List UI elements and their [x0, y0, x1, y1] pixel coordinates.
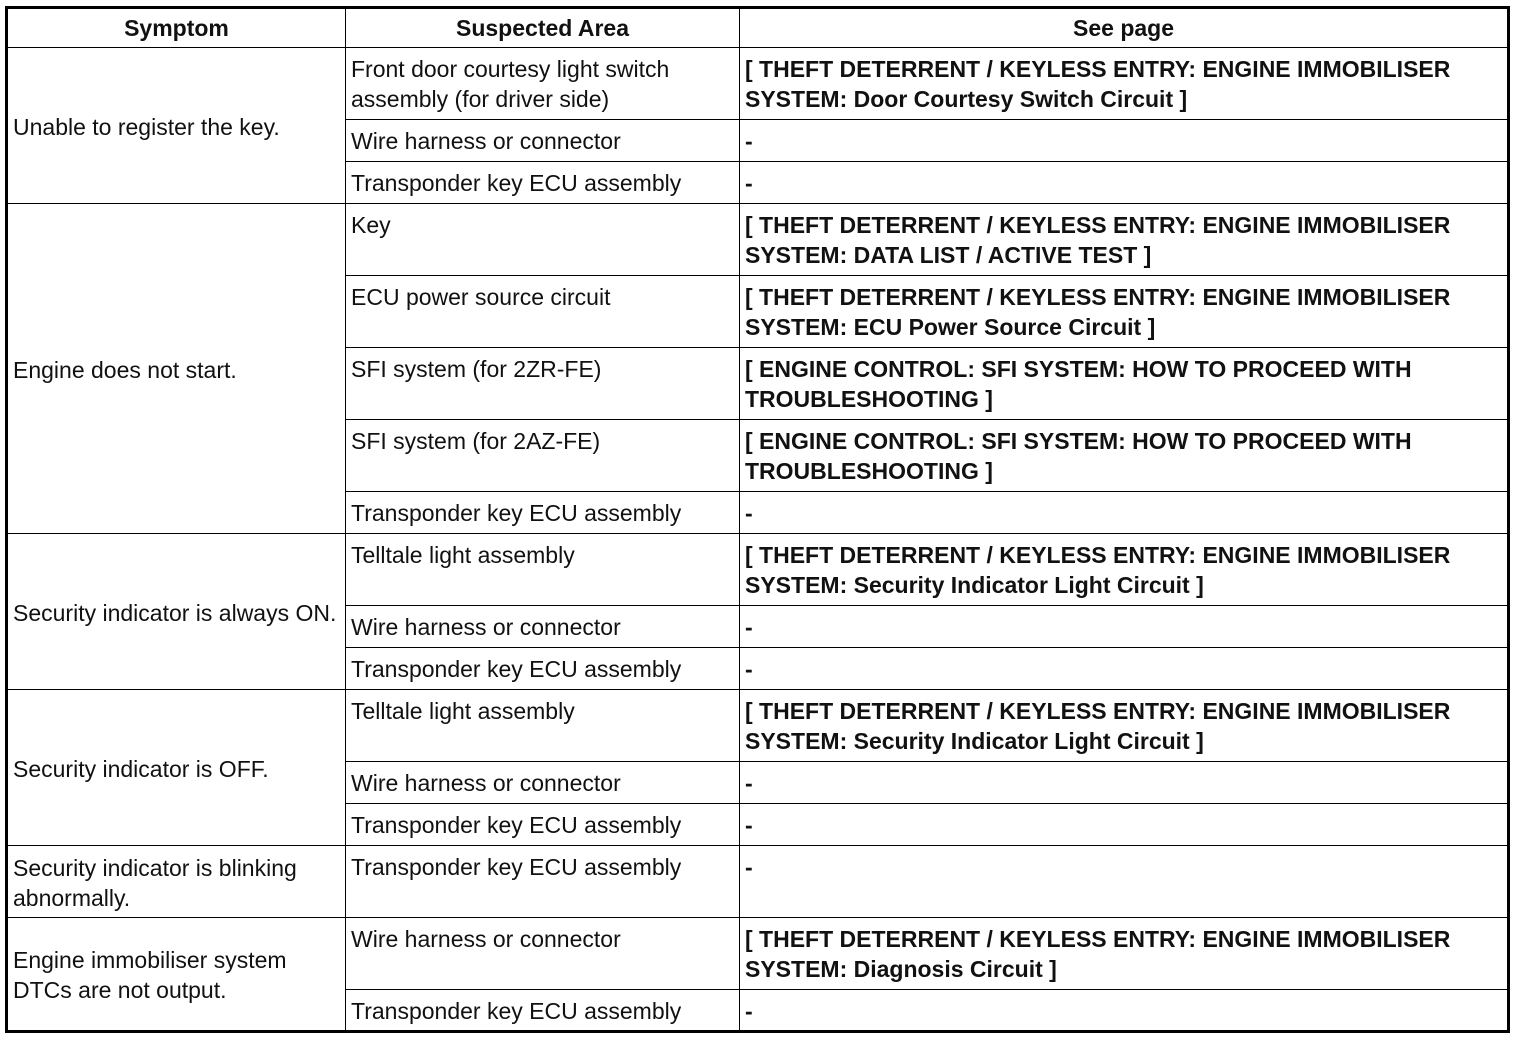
see-page-cell: - — [740, 492, 1509, 534]
see-page-cell: [ THEFT DETERRENT / KEYLESS ENTRY: ENGINE IMMOBILISER SYSTEM: DATA LIST / ACTIVE TEST ] — [740, 204, 1509, 276]
suspected-area-cell: Telltale light assembly — [346, 690, 740, 762]
header-symptom: Symptom — [7, 8, 346, 48]
see-page-cell: - — [740, 846, 1509, 918]
see-page-cell: [ ENGINE CONTROL: SFI SYSTEM: HOW TO PROCEED WITH TROUBLESHOOTING ] — [740, 420, 1509, 492]
suspected-area-cell: Key — [346, 204, 740, 276]
suspected-area-cell: Telltale light assembly — [346, 534, 740, 606]
see-page-cell: [ THEFT DETERRENT / KEYLESS ENTRY: ENGINE IMMOBILISER SYSTEM: Security Indicator Light Circuit ] — [740, 534, 1509, 606]
see-page-cell: - — [740, 804, 1509, 846]
suspected-area-cell: Wire harness or connector — [346, 120, 740, 162]
see-page-cell: [ THEFT DETERRENT / KEYLESS ENTRY: ENGINE IMMOBILISER SYSTEM: Security Indicator Light Circuit ] — [740, 690, 1509, 762]
header-see-page: See page — [740, 8, 1509, 48]
see-page-cell: - — [740, 648, 1509, 690]
see-page-cell: - — [740, 762, 1509, 804]
suspected-area-cell: SFI system (for 2ZR-FE) — [346, 348, 740, 420]
symptom-cell: Unable to register the key. — [7, 48, 346, 204]
suspected-area-cell: Transponder key ECU assembly — [346, 648, 740, 690]
see-page-cell: - — [740, 162, 1509, 204]
suspected-area-cell: Front door courtesy light switch assembly (for driver side) — [346, 48, 740, 120]
table-row — [7, 846, 1509, 918]
table-row — [7, 690, 1509, 762]
table-row — [7, 48, 1509, 120]
suspected-area-cell: Transponder key ECU assembly — [346, 162, 740, 204]
see-page-cell: [ THEFT DETERRENT / KEYLESS ENTRY: ENGINE IMMOBILISER SYSTEM: Diagnosis Circuit ] — [740, 918, 1509, 990]
suspected-area-cell: Transponder key ECU assembly — [346, 492, 740, 534]
table-body — [7, 48, 1509, 1032]
table-row — [7, 204, 1509, 276]
suspected-area-cell: Wire harness or connector — [346, 762, 740, 804]
header-row — [7, 8, 1509, 48]
symptom-cell: Engine immobiliser system DTCs are not output. — [7, 918, 346, 1032]
table-row — [7, 918, 1509, 990]
symptom-cell: Engine does not start. — [7, 204, 346, 534]
see-page-cell: [ THEFT DETERRENT / KEYLESS ENTRY: ENGINE IMMOBILISER SYSTEM: Door Courtesy Switch Circuit ] — [740, 48, 1509, 120]
suspected-area-cell: Transponder key ECU assembly — [346, 990, 740, 1032]
see-page-cell: - — [740, 606, 1509, 648]
see-page-cell: - — [740, 120, 1509, 162]
symptom-cell: Security indicator is always ON. — [7, 534, 346, 690]
symptom-cell: Security indicator is OFF. — [7, 690, 346, 846]
suspected-area-cell: Wire harness or connector — [346, 918, 740, 990]
suspected-area-cell: ECU power source circuit — [346, 276, 740, 348]
see-page-cell: [ THEFT DETERRENT / KEYLESS ENTRY: ENGINE IMMOBILISER SYSTEM: ECU Power Source Circuit ] — [740, 276, 1509, 348]
suspected-area-cell: Transponder key ECU assembly — [346, 846, 740, 918]
suspected-area-cell: SFI system (for 2AZ-FE) — [346, 420, 740, 492]
problem-symptoms-table — [5, 6, 1510, 1033]
see-page-cell: [ ENGINE CONTROL: SFI SYSTEM: HOW TO PROCEED WITH TROUBLESHOOTING ] — [740, 348, 1509, 420]
symptom-cell: Security indicator is blinking abnormally. — [7, 846, 346, 918]
suspected-area-cell: Wire harness or connector — [346, 606, 740, 648]
header-suspected-area: Suspected Area — [346, 8, 740, 48]
suspected-area-cell: Transponder key ECU assembly — [346, 804, 740, 846]
table-row — [7, 534, 1509, 606]
see-page-cell: - — [740, 990, 1509, 1032]
